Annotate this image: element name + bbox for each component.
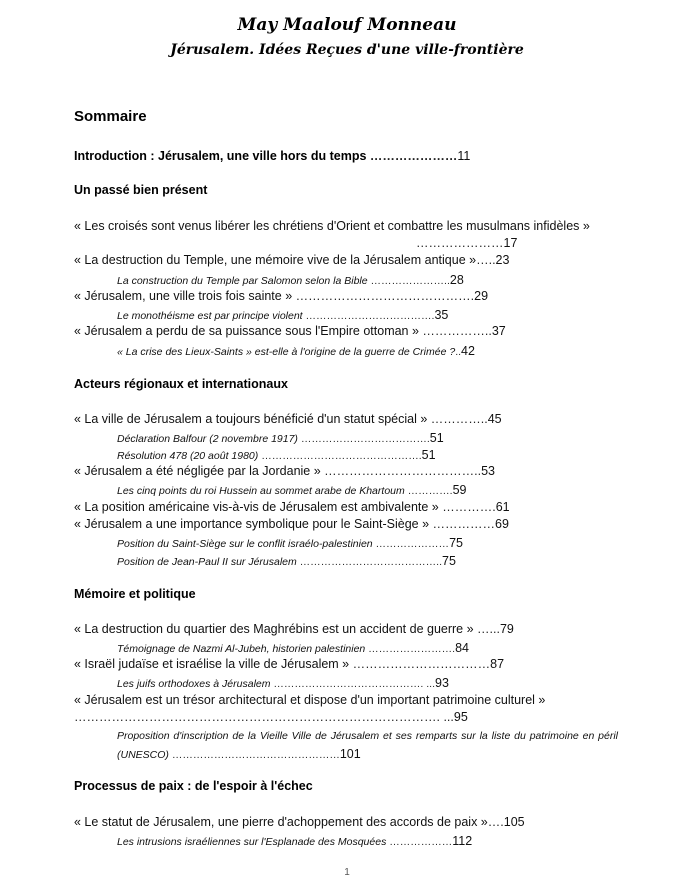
toc-entry-introduction: [74, 149, 470, 163]
leader-dots: …………………….: [365, 643, 456, 655]
section-heading: Acteurs régionaux et internationaux: [74, 377, 288, 391]
leader-dots: ……………..: [418, 324, 492, 338]
toc-entry: [74, 500, 510, 514]
author-name: May Maalouf Monneau: [237, 15, 457, 35]
leader-dots: ……………: [429, 517, 496, 531]
page-ref: 29: [474, 289, 489, 303]
toc-entry: [74, 815, 525, 829]
page-ref: 75: [449, 536, 463, 550]
toc-subentry: [117, 344, 475, 358]
leader-dots: ………….: [438, 500, 496, 514]
entry-text: « La position américaine vis-à-vis de Jérusalem est ambivalente »: [74, 500, 439, 514]
toc-subentry: [117, 308, 448, 322]
toc-entry-continuation: [416, 236, 517, 250]
entry-text: « Jérusalem est un trésor architectural et dispose d'un important patrimoine culturel »: [74, 693, 546, 707]
toc-subentry: [117, 273, 464, 287]
page-ref: 95: [453, 710, 468, 724]
entry-text: « Jérusalem, une ville trois fois sainte »: [74, 289, 293, 303]
leader-dots: ……………………………………………………………………………. ...: [74, 710, 454, 724]
entry-text: « Le statut de Jérusalem, une pierre d'achoppement des accords de paix »: [74, 815, 488, 829]
entry-text: Position de Jean-Paul II sur Jérusalem: [117, 556, 297, 568]
entry-text: Témoignage de Nazmi Al-Jubeh, historien palestinien: [117, 643, 366, 655]
toc-subentry: [117, 536, 463, 550]
toc-subentry: [117, 834, 472, 848]
page-ref: 59: [452, 483, 467, 497]
page-ref: 51: [429, 431, 444, 445]
leader-dots: ..: [455, 346, 462, 358]
toc-entry-continuation: [74, 710, 468, 724]
leader-dots: …………………..: [367, 275, 450, 287]
leader-dots: ………………………………..: [320, 464, 482, 478]
entry-text: « Jérusalem a été négligée par la Jordanie »: [74, 464, 321, 478]
page-ref: 79: [499, 622, 514, 636]
leader-dots: ……………………………………. ...: [270, 678, 436, 690]
leader-dots: ……………………………………….: [258, 450, 422, 462]
page-ref: 93: [435, 676, 449, 690]
entry-text: Résolution 478 (20 août 1980): [117, 450, 259, 462]
entry-text: « Jérusalem a une importance symbolique pour le Saint-Siège »: [74, 517, 430, 531]
leader-dots: …………………………………………: [168, 749, 340, 761]
toc-entry: [74, 324, 506, 338]
page-ref: 37: [491, 324, 506, 338]
entry-text: Proposition d'inscription de la Vieille Ville de Jérusalem et ses remparts sur la liste du patrimoine en péril (UNESCO): [117, 730, 618, 761]
toc-entry: [74, 219, 590, 233]
page-ref: 11: [457, 149, 471, 163]
page-ref: 42: [461, 344, 475, 358]
page-ref: 45: [487, 412, 502, 426]
toc-entry: [74, 693, 545, 707]
page-ref: 35: [434, 308, 449, 322]
page-ref: 87: [490, 657, 505, 671]
page-ref: 105: [503, 815, 525, 829]
leader-dots: ….: [487, 815, 504, 829]
page-ref: 69: [495, 517, 509, 531]
leader-dots: ………….: [404, 485, 453, 497]
entry-text: « La crise des Lieux-Saints » est-elle à l'origine de la guerre de Crimée ?: [117, 346, 456, 358]
leader-dots: …………..: [427, 412, 488, 426]
toc-entry: [74, 412, 502, 426]
leader-dots: …………………………………….: [292, 289, 475, 303]
leader-dots: …………………: [372, 538, 450, 550]
toc-entry: [74, 657, 504, 671]
entry-text: « La destruction du Temple, une mémoire vive de la Jérusalem antique »: [74, 253, 477, 267]
section-heading: Un passé bien présent: [74, 183, 208, 197]
toc-subentry: [117, 431, 444, 445]
toc-subentry: [117, 554, 456, 568]
leader-dots: …...: [473, 622, 500, 636]
toc-subentry: [117, 448, 436, 462]
page-ref: 61: [495, 500, 510, 514]
section-heading: Processus de paix : de l'espoir à l'échec: [74, 779, 313, 793]
page-ref: 112: [452, 834, 473, 848]
toc-entry: [74, 622, 514, 636]
toc-entry: [74, 253, 509, 267]
entry-text: Les juifs orthodoxes à Jérusalem: [117, 678, 271, 690]
page-number: 1: [344, 867, 350, 878]
leader-dots: …………………: [416, 236, 504, 250]
toc-entry: [74, 289, 488, 303]
toc-subentry: [117, 727, 618, 764]
toc-title: Sommaire: [74, 108, 147, 125]
page-ref: 101: [339, 747, 361, 761]
leader-dots: ………………: [386, 836, 453, 848]
toc-subentry: [117, 641, 469, 655]
book-title: Jérusalem. Idées Reçues d'une ville-frontière: [170, 42, 524, 58]
section-heading: Mémoire et politique: [74, 587, 196, 601]
page-ref: 23: [495, 253, 510, 267]
entry-text: « Les croisés sont venus libérer les chrétiens d'Orient et combattre les musulmans infidèles »: [74, 219, 590, 233]
toc-subentry: [117, 676, 449, 690]
entry-text: « La destruction du quartier des Maghrébins est un accident de guerre »: [74, 622, 474, 636]
entry-text: « La ville de Jérusalem a toujours bénéficié d'un statut spécial »: [74, 412, 428, 426]
leader-dots: ……………………………: [349, 657, 491, 671]
page-ref: 28: [449, 273, 464, 287]
entry-text: Le monothéisme est par principe violent: [117, 310, 303, 322]
entry-text: La construction du Temple par Salomon selon la Bible: [117, 275, 368, 287]
entry-text: Position du Saint-Siège sur le conflit israélo-palestinien: [117, 538, 373, 550]
page-ref: 84: [455, 641, 469, 655]
page-ref: 53: [481, 464, 496, 478]
entry-text: Les cinq points du roi Hussein au sommet arabe de Khartoum: [117, 485, 405, 497]
leader-dots: …..: [476, 253, 496, 267]
entry-text: « Israël judaïse et israélise la ville de Jérusalem »: [74, 657, 350, 671]
leader-dots: …………………: [366, 149, 458, 163]
page-ref: 75: [442, 554, 456, 568]
entry-text: « Jérusalem a perdu de sa puissance sous l'Empire ottoman »: [74, 324, 419, 338]
toc-entry: [74, 517, 509, 531]
entry-text: Introduction : Jérusalem, une ville hors du temps: [74, 149, 367, 163]
toc-subentry: [117, 483, 467, 497]
leader-dots: ……………………………….: [302, 310, 435, 322]
page-ref: 51: [421, 448, 436, 462]
entry-text: Déclaration Balfour (2 novembre 1917): [117, 433, 298, 445]
toc-entry: [74, 464, 495, 478]
page-ref: 17: [503, 236, 518, 250]
leader-dots: ……………………………….: [297, 433, 430, 445]
leader-dots: …………………………………..: [296, 556, 443, 568]
entry-text: Les intrusions israéliennes sur l'Esplanade des Mosquées: [117, 836, 387, 848]
